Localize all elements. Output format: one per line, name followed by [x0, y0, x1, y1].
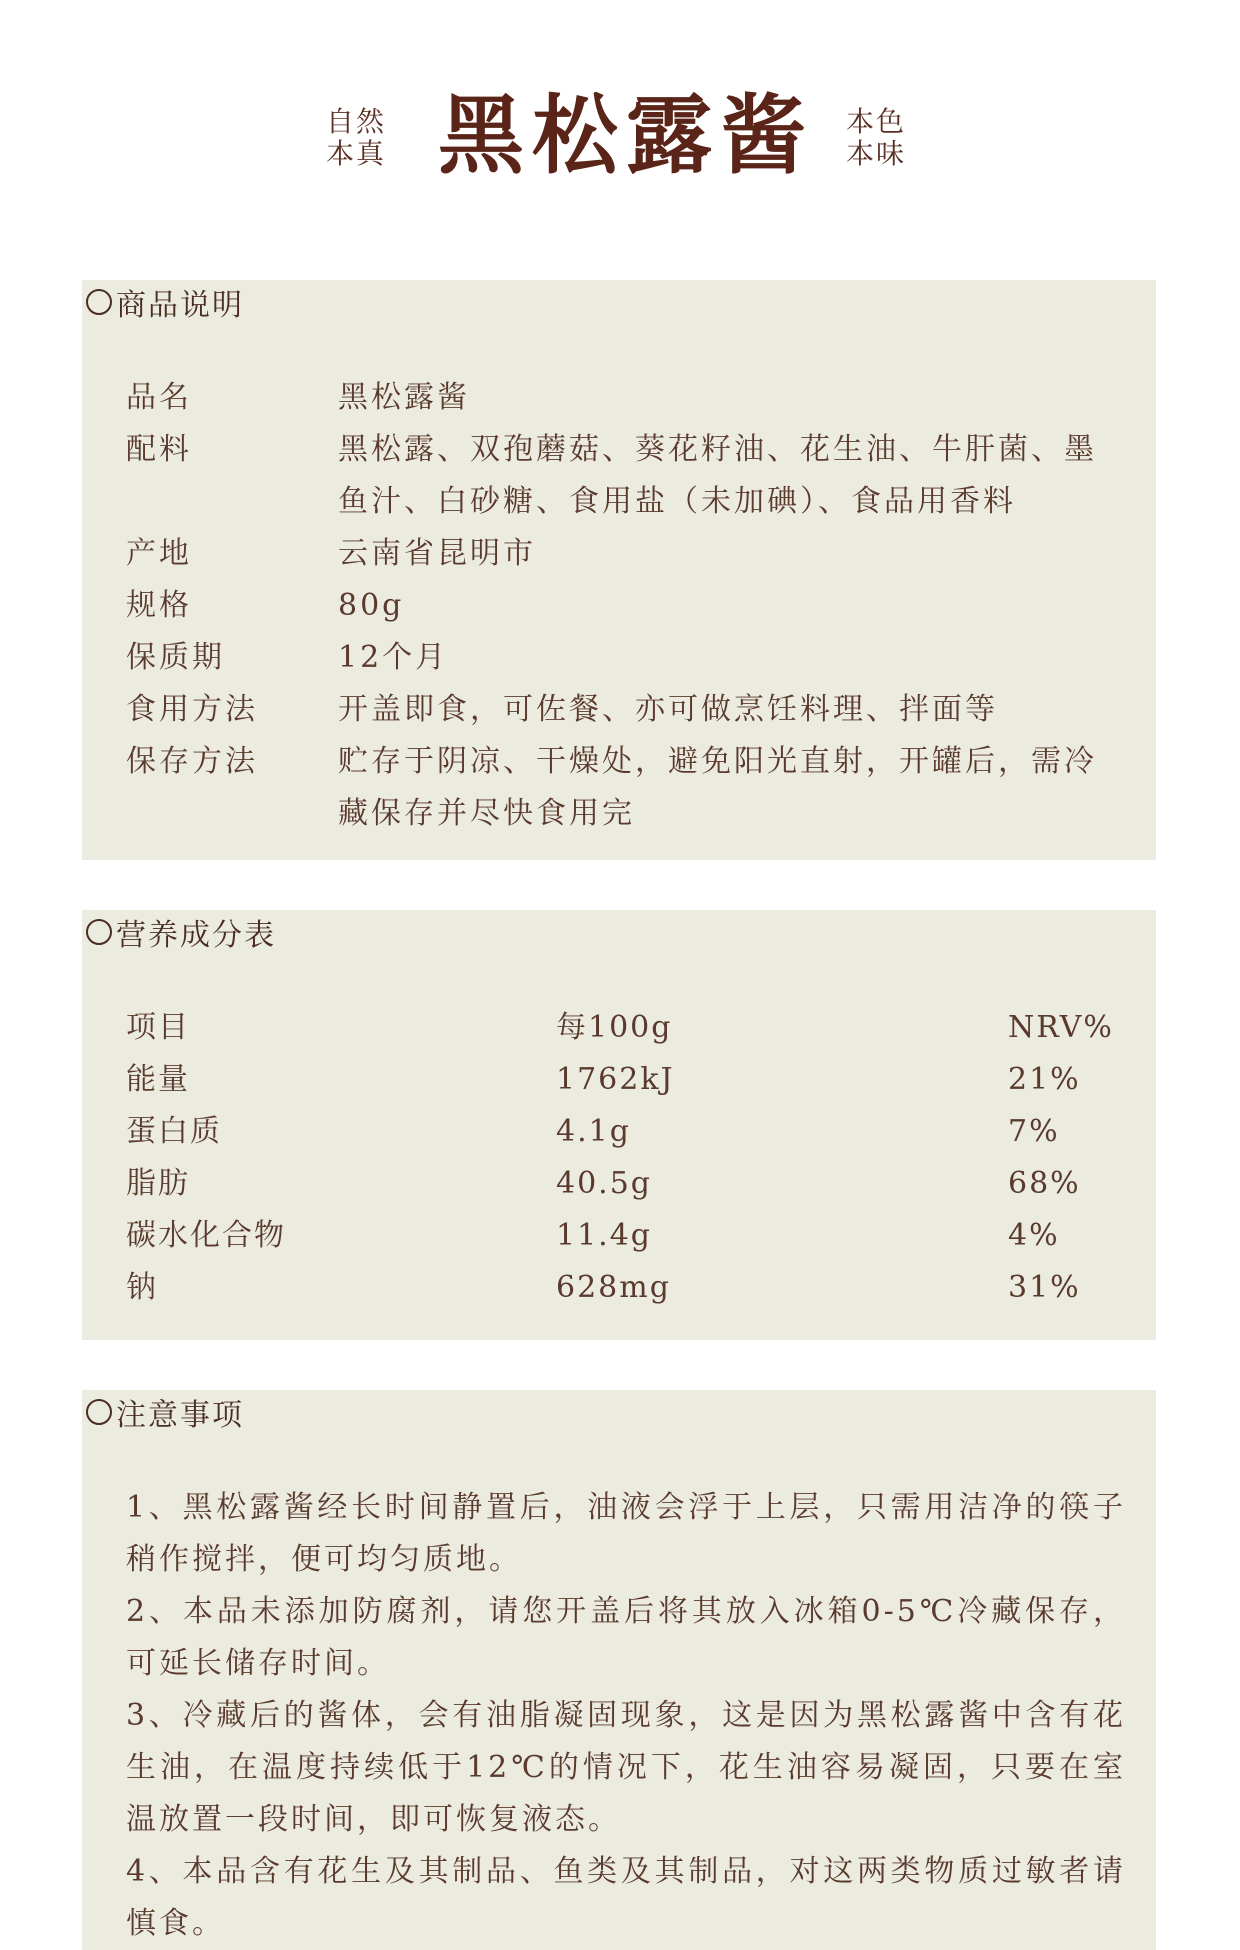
note-item: 2、本品未添加防腐剂，请您开盖后将其放入冰箱0-5℃冷藏保存，可延长储存时间。	[126, 1594, 1126, 1681]
note-item: 3、冷藏后的酱体，会有油脂凝固现象，这是因为黑松露酱中含有花生油，在温度持续低于12℃的情况下，花生油容易凝固，只要在室温放置一段时间，即可恢复液态。	[126, 1698, 1126, 1837]
info-key: 产地	[126, 536, 192, 571]
nutrient-name: 碳水化合物	[126, 1218, 286, 1253]
nutrient-nrv: 68%	[1008, 1166, 1081, 1201]
nutrient-nrv: 21%	[1008, 1062, 1081, 1097]
info-row-origin	[126, 528, 1126, 580]
nutrient-name: 能量	[126, 1062, 190, 1097]
circle-bullet-icon	[86, 1399, 112, 1425]
nutrient-name: 脂肪	[126, 1166, 190, 1201]
table-row	[126, 1106, 1126, 1158]
info-key: 食用方法	[126, 692, 258, 727]
info-row-spec	[126, 580, 1126, 632]
nutrient-amount: 40.5g	[556, 1166, 653, 1201]
column-header-nrv: NRV%	[1008, 1010, 1114, 1045]
page-header	[0, 0, 1240, 240]
product-info-list	[126, 372, 1126, 840]
product-info-heading	[86, 282, 244, 322]
slogan-right-line-1: 本色	[846, 105, 907, 138]
slogan-left	[326, 106, 386, 170]
nutrition-table	[126, 1002, 1126, 1314]
circle-bullet-icon	[86, 919, 112, 945]
table-row	[126, 1210, 1126, 1262]
info-row-storage	[126, 736, 1126, 840]
slogan-right	[846, 106, 906, 170]
info-value: 80g	[338, 588, 405, 623]
column-header-item: 项目	[126, 1010, 190, 1045]
slogan-left-line-2: 本真	[326, 137, 387, 170]
nutrient-nrv: 4%	[1008, 1218, 1060, 1253]
table-row	[126, 1262, 1126, 1314]
nutrient-amount: 628mg	[556, 1270, 671, 1305]
nutrient-name: 蛋白质	[126, 1114, 222, 1149]
slogan-left-line-1: 自然	[326, 105, 387, 138]
notes-section	[82, 1390, 1156, 1950]
nutrition-heading-text: 营养成分表	[116, 918, 276, 953]
info-key: 规格	[126, 588, 192, 623]
nutrition-section	[82, 910, 1156, 1340]
column-header-per-100g: 每100g	[556, 1010, 673, 1045]
info-value: 开盖即食，可佐餐、亦可做烹饪料理、拌面等	[338, 692, 998, 727]
page-title: 黑松露酱	[438, 85, 814, 186]
info-row-name	[126, 372, 1126, 424]
note-item: 4、本品含有花生及其制品、鱼类及其制品，对这两类物质过敏者请慎食。	[126, 1854, 1126, 1941]
product-info-heading-text: 商品说明	[116, 288, 244, 323]
nutrient-nrv: 7%	[1008, 1114, 1060, 1149]
notes-list	[126, 1482, 1126, 1950]
info-key: 保存方法	[126, 744, 258, 779]
info-key: 配料	[126, 432, 192, 467]
info-key: 品名	[126, 380, 192, 415]
info-value: 黑松露、双孢蘑菇、葵花籽油、花生油、牛肝菌、墨鱼汁、白砂糖、食用盐（未加碘）、食品用香料	[338, 432, 1097, 519]
nutrient-nrv: 31%	[1008, 1270, 1081, 1305]
info-value: 贮存于阴凉、干燥处，避免阳光直射，开罐后，需冷藏保存并尽快食用完	[338, 744, 1097, 831]
slogan-right-line-2: 本味	[846, 137, 907, 170]
table-row	[126, 1054, 1126, 1106]
notes-heading-text: 注意事项	[116, 1398, 244, 1433]
info-value: 12个月	[338, 640, 449, 675]
nutrient-amount: 1762kJ	[556, 1062, 675, 1097]
nutrient-amount: 11.4g	[556, 1218, 653, 1253]
table-row	[126, 1158, 1126, 1210]
info-key: 保质期	[126, 640, 225, 675]
nutrition-header-row	[126, 1002, 1126, 1054]
info-row-usage	[126, 684, 1126, 736]
note-item: 1、黑松露酱经长时间静置后，油液会浮于上层，只需用洁净的筷子稍作搅拌，便可均匀质地。	[126, 1490, 1126, 1577]
nutrient-amount: 4.1g	[556, 1114, 631, 1149]
circle-bullet-icon	[86, 289, 112, 315]
info-value: 黑松露酱	[338, 380, 470, 415]
nutrient-name: 钠	[126, 1270, 158, 1305]
notes-heading	[86, 1392, 244, 1432]
nutrition-heading	[86, 912, 276, 952]
info-row-ingredients	[126, 424, 1126, 528]
info-row-shelf-life	[126, 632, 1126, 684]
info-value: 云南省昆明市	[338, 536, 536, 571]
product-info-section	[82, 280, 1156, 860]
